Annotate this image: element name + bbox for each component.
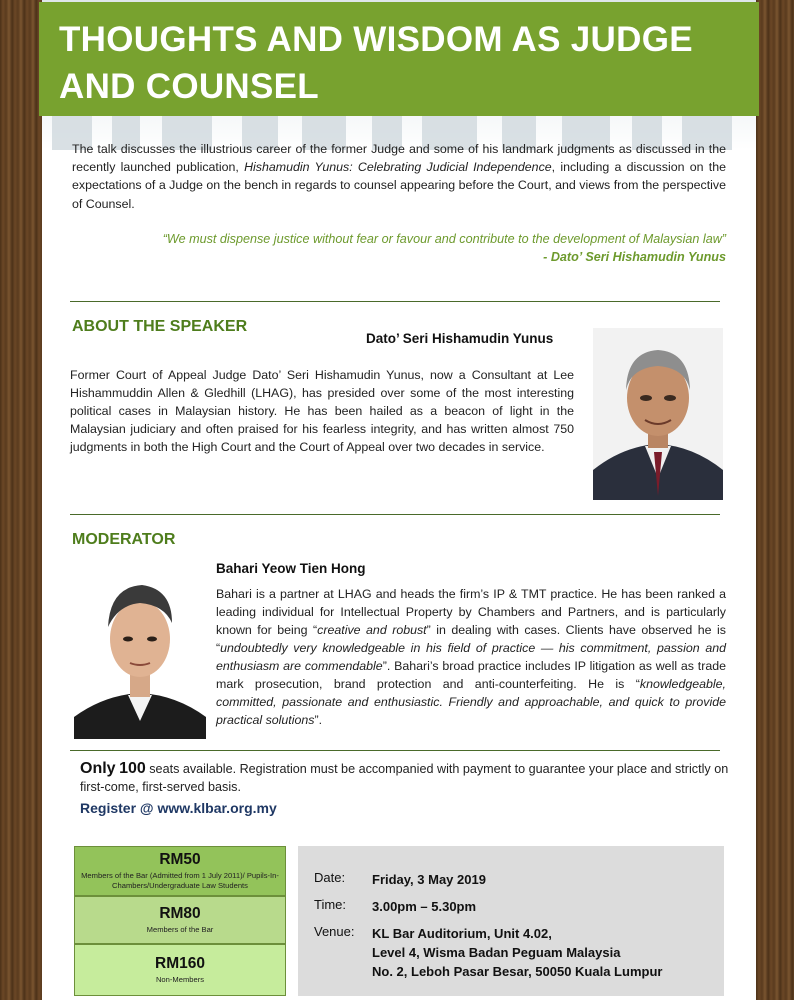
seats-count: 100 <box>119 760 146 777</box>
price-note: Non-Members <box>155 975 205 984</box>
venue-line: KL Bar Auditorium, Unit 4.02, <box>372 926 552 941</box>
seats-notice <box>80 760 730 796</box>
speaker-bio: Former Court of Appeal Judge Dato’ Seri Hishamudin Yunus, now a Consultant at Lee Hishammuddin Allen & Gledhill (LHAG), has presided over some of the most interesting political cases in Malaysian history. He has been hailed as a beacon of light in the Malaysian judiciary and often praised for his fearless integrity, and has written almost 750 judgments in both the High Court and the Court of Appeal over two decades in service. <box>70 368 574 454</box>
register-link[interactable]: Register @ www.klbar.org.my <box>80 800 277 816</box>
venue-line: No. 2, Leboh Pasar Besar, 50050 Kuala Lumpur <box>372 964 663 979</box>
seats-text: seats available. Registration must be accompanied with payment to guarantee your place and strictly on first-come, first-served basis. <box>80 762 729 794</box>
divider <box>70 750 720 751</box>
venue-value <box>372 924 662 981</box>
price-amount: RM50 <box>159 851 201 868</box>
venue-line: Level 4, Wisma Badan Peguam Malaysia <box>372 945 621 960</box>
intro-text-start: The talk discusses the illustrious career of the former Judge and some of his landmark judgments as discussed in the recently launched publication, <box>72 142 726 175</box>
bio-text: ”. Bahari’s broad practice includes IP litigation as well as trade mark prosecution, brand protection and anti-counterfeiting. He is “ <box>216 659 726 691</box>
divider <box>70 301 720 302</box>
quote-author: - Dato’ Seri Hishamudin Yunus <box>543 250 726 264</box>
intro-paragraph <box>72 140 726 213</box>
price-note: Members of the Bar <box>146 925 214 934</box>
time-label: Time: <box>314 897 347 912</box>
bio-quote: undoubtedly very knowledgeable in his field of practice — his commitment, passion and enthusiasm are commendable <box>216 641 726 673</box>
speaker-photo <box>593 328 723 500</box>
price-tier-rm50 <box>74 846 286 896</box>
price-tier-rm80 <box>74 896 286 944</box>
title-line-2: AND COUNSEL <box>59 67 319 106</box>
price-tier-rm160 <box>74 944 286 996</box>
bio-quote: knowledgeable, committed, passionate and enthusiastic. Friendly and approachable, and quick to provide practical solutions <box>216 677 726 727</box>
title-line-1: THOUGHTS AND WISDOM AS JUDGE <box>59 20 693 59</box>
event-details <box>298 846 724 996</box>
moderator-photo <box>74 571 206 739</box>
bio-text: Bahari is a partner at LHAG and heads the firm’s IP & TMT practice. He has been ranked a leading individual for Intellectual Property by Chambers and Partners, and is particularly known for being “ <box>216 587 726 637</box>
wood-border-left <box>0 0 42 1000</box>
speaker-heading: ABOUT THE SPEAKER <box>72 318 248 335</box>
event-venue-row <box>314 924 662 981</box>
page-title <box>59 16 739 110</box>
price-amount: RM160 <box>155 955 205 972</box>
moderator-name: Bahari Yeow Tien Hong <box>216 561 366 576</box>
divider <box>70 514 720 515</box>
date-value: Friday, 3 May 2019 <box>372 872 486 887</box>
seats-only: Only <box>80 760 116 777</box>
quote-text: “We must dispense justice without fear or favour and contribute to the development of Malaysian law” <box>162 232 726 246</box>
date-label: Date: <box>314 870 346 885</box>
flyer-page <box>42 0 756 1000</box>
moderator-bio <box>216 585 726 729</box>
speaker-name: Dato’ Seri Hishamudin Yunus <box>366 331 554 346</box>
intro-text-end: , including a discussion on the expectations of a Judge on the bench in regards to counsel appearing before the Court, and views from the perspective of Counsel. <box>72 160 726 211</box>
quote-block <box>72 230 726 266</box>
moderator-heading: MODERATOR <box>72 531 176 548</box>
event-date-row <box>314 870 486 889</box>
title-banner <box>39 2 759 116</box>
price-note: Members of the Bar (Admitted from 1 July 2011)/ Pupils-In-Chambers/Undergraduate Law Students <box>81 871 279 890</box>
venue-label: Venue: <box>314 924 355 939</box>
price-amount: RM80 <box>159 905 201 922</box>
event-time-row <box>314 897 476 916</box>
time-value: 3.00pm – 5.30pm <box>372 899 477 914</box>
bio-text: ”. <box>314 713 323 727</box>
bio-quote: creative and robust <box>317 623 427 637</box>
wood-border-right <box>756 0 794 1000</box>
bio-text: ” in dealing with cases. Clients have observed he is “ <box>216 623 726 655</box>
publication-title: Hishamudin Yunus: Celebrating Judicial Independence <box>244 160 552 175</box>
